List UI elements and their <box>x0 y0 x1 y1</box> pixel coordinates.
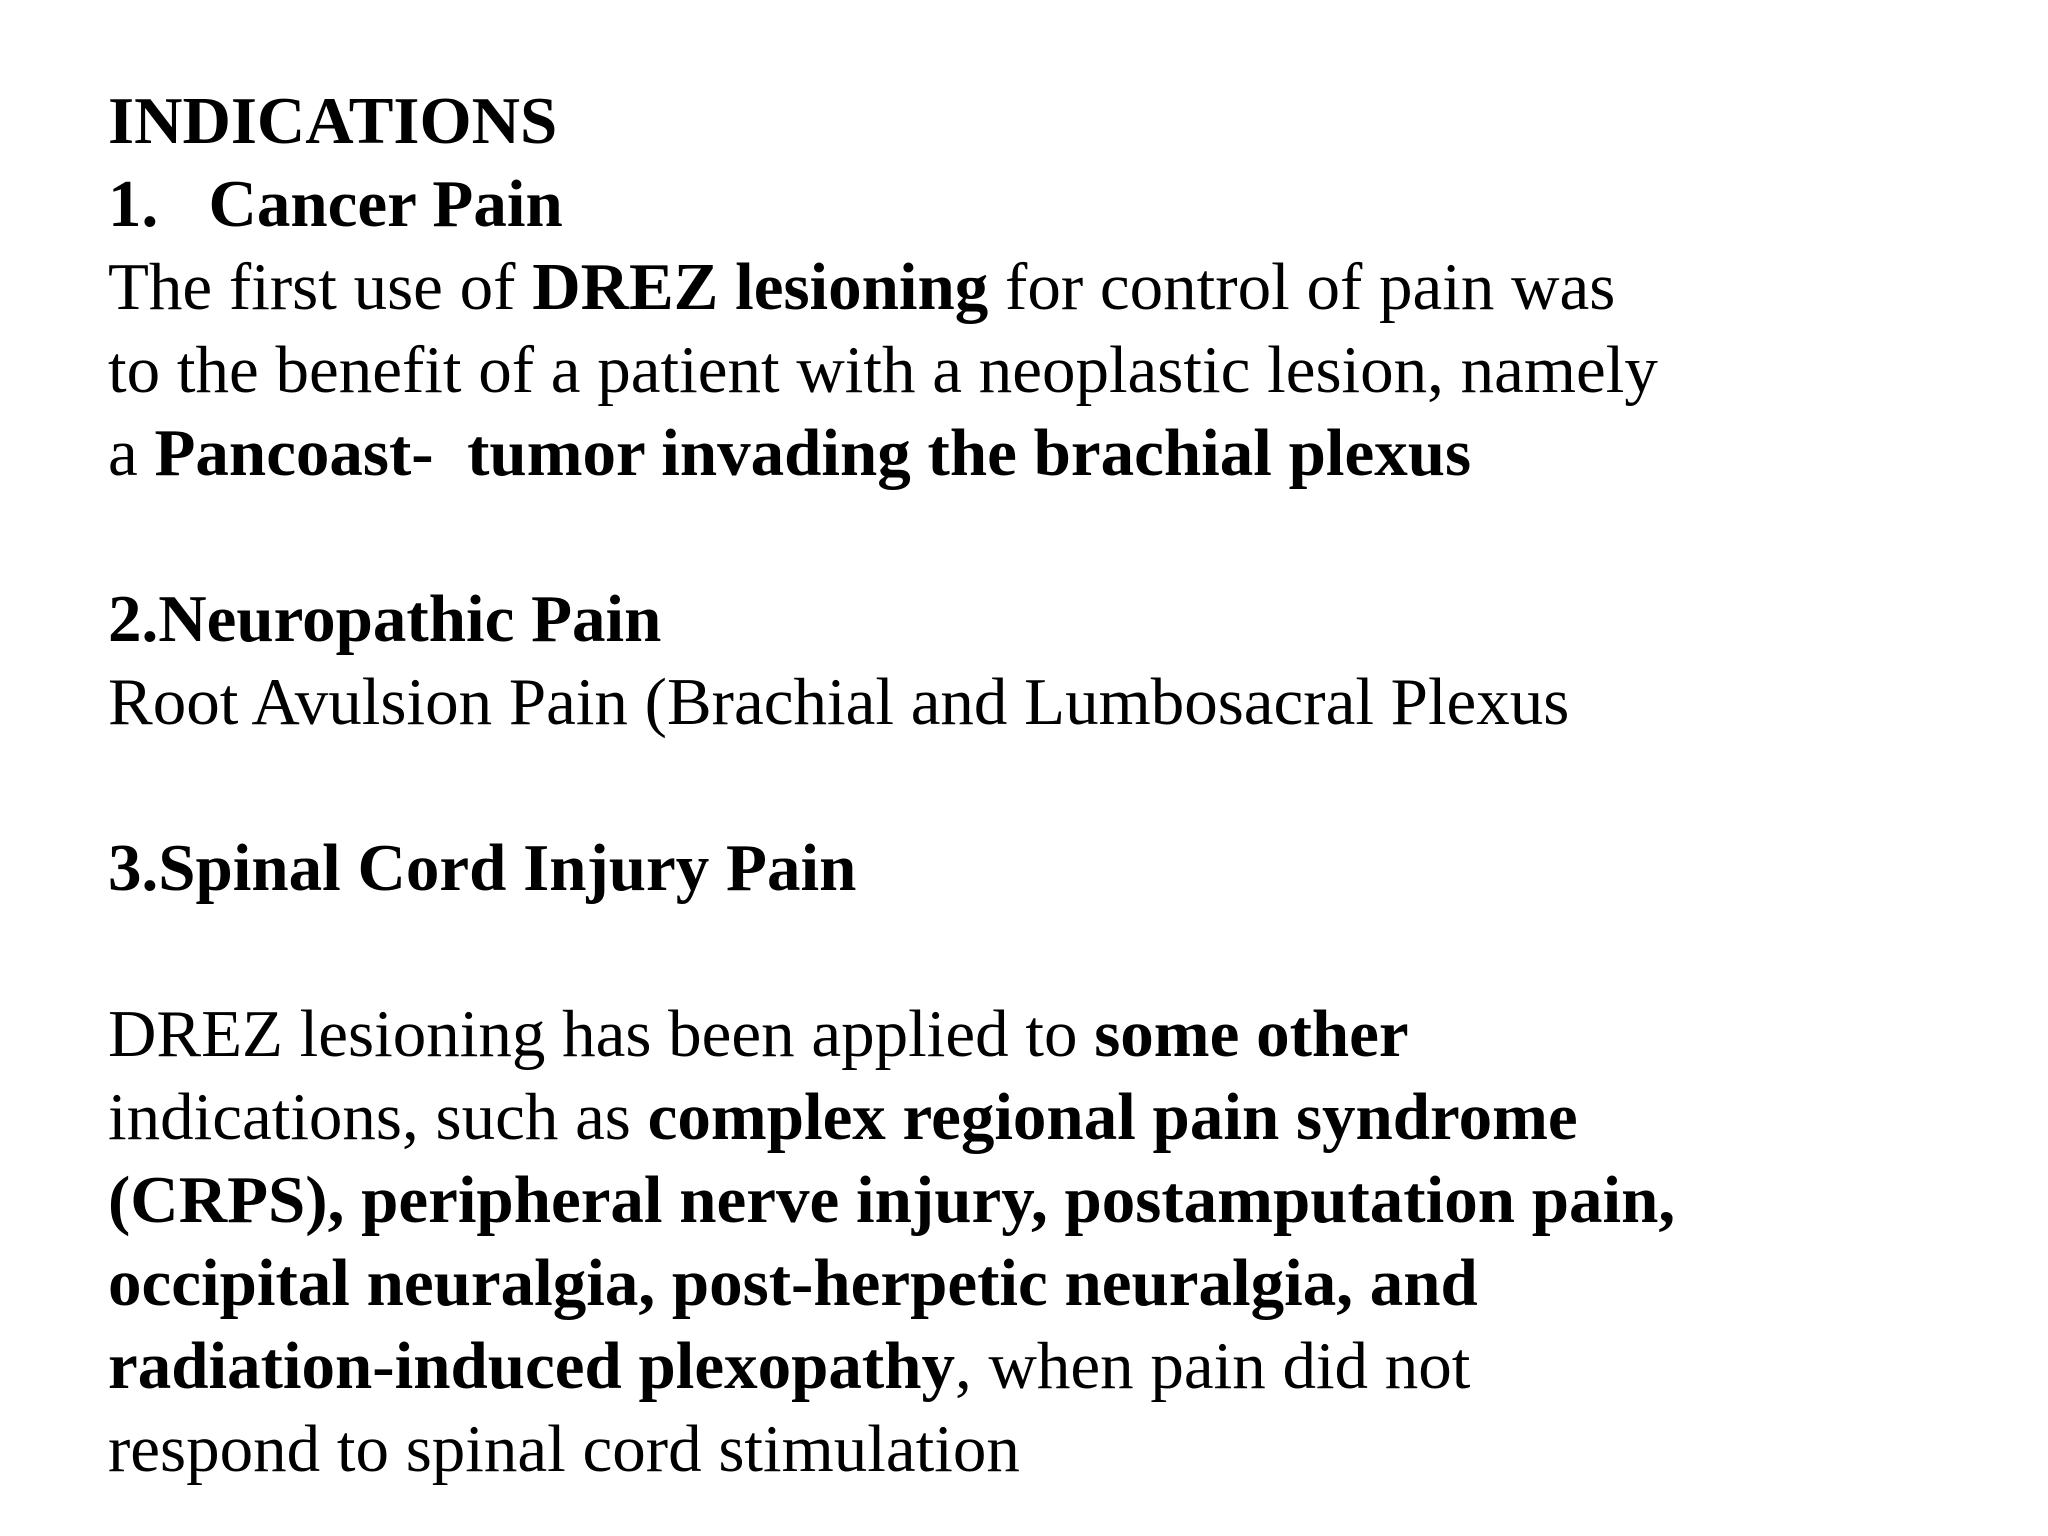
section-1-line-1 <box>108 246 1988 329</box>
slide-content <box>108 80 1988 1491</box>
spacer <box>108 744 1988 827</box>
spacer <box>108 910 1988 993</box>
bold-term: some other <box>1094 997 1409 1071</box>
spacer <box>108 495 1988 578</box>
closing-line-4: occipital neuralgia, post-herpetic neuralgia, and <box>108 1246 1478 1320</box>
closing-line-5 <box>108 1325 1988 1408</box>
text-run: The first use of <box>108 250 533 324</box>
closing-line-2 <box>108 1076 1988 1159</box>
section-1-line-3 <box>108 412 1988 495</box>
text-run: indications, such as <box>108 1080 648 1154</box>
closing-line-1 <box>108 993 1988 1076</box>
closing-line-3: (CRPS), peripheral nerve injury, postamputation pain, <box>108 1163 1676 1237</box>
section-3-title: 3.Spinal Cord Injury Pain <box>108 831 857 905</box>
page-title: INDICATIONS <box>108 84 558 158</box>
text-run: for control of pain was <box>988 250 1616 324</box>
bold-term: DREZ lesioning <box>532 250 989 324</box>
section-1-title: Cancer Pain <box>208 167 563 241</box>
section-2-text: Root Avulsion Pain (Brachial and Lumbosacral Plexus <box>108 665 1570 739</box>
bold-term: radiation-induced plexopathy <box>108 1329 955 1403</box>
bold-term: Pancoast- tumor invading the brachial plexus <box>154 416 1472 490</box>
text-run: a <box>108 416 155 490</box>
section-2-title: 2.Neuropathic Pain <box>108 582 662 656</box>
section-1-heading <box>108 163 1988 246</box>
bold-term: complex regional pain syndrome <box>647 1080 1578 1154</box>
closing-line-6: respond to spinal cord stimulation <box>108 1412 1020 1486</box>
section-1-number: 1. <box>108 167 159 241</box>
text-run: , when pain did not <box>954 1329 1471 1403</box>
text-run: DREZ lesioning has been applied to <box>108 997 1095 1071</box>
section-1-line-2: to the benefit of a patient with a neoplastic lesion, namely <box>108 333 1658 407</box>
